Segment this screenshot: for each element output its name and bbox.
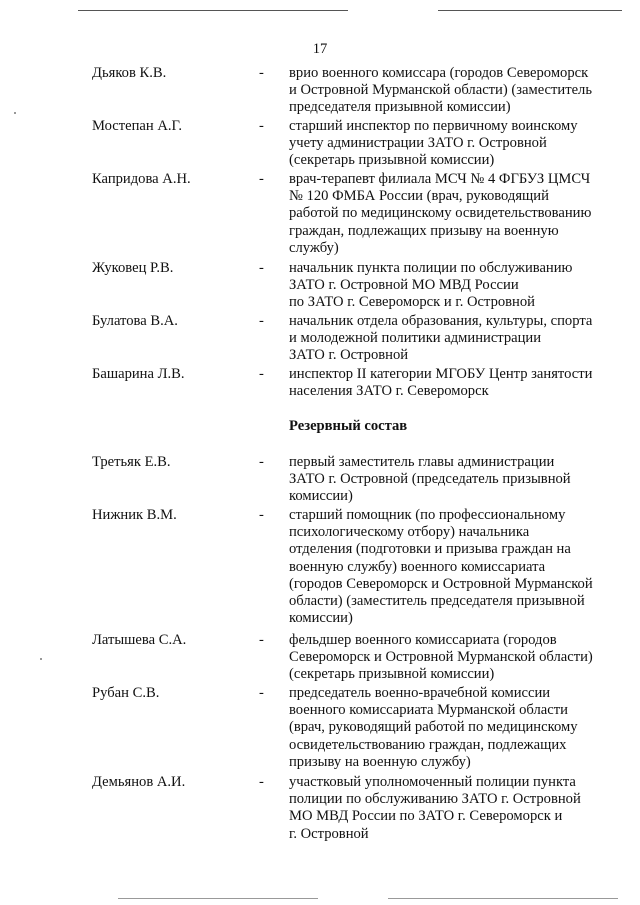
member-role: врио военного комиссара (городов Североморск и Островной Мурманской области) (заместитель председателя призывной комиссии) [289,65,592,116]
member-role: врач-терапевт филиала МСЧ № 4 ФГБУЗ ЦМСЧ № 120 ФМБА России (врач, руководящий работой по медицинскому освидетельствованию граждан, подлежащих призыву на военную службу) [289,171,592,256]
member-name: Третьяк Е.В. [92,454,171,470]
member-dash: - [259,313,264,329]
member-dash: - [259,507,264,523]
member-role: инспектор II категории МГОБУ Центр занятости населения ЗАТО г. Североморск [289,366,593,400]
member-role: начальник пункта полиции по обслуживанию ЗАТО г. Островной МО МВД России по ЗАТО г. Североморск и г. Островной [289,260,573,311]
member-role: председатель военно-врачебной комиссии военного комиссариата Мурманской области (врач, руководящий работой по медицинскому освидетельствованию граждан, подлежащих призыву на военную службу) [289,685,578,770]
member-dash: - [259,260,264,276]
scan-speck [14,112,16,114]
reserve-section-title: Резервный состав [289,418,408,434]
member-dash: - [259,118,264,134]
scan-speck [40,658,42,660]
member-name: Булатова В.А. [92,313,178,329]
member-name: Мостепан А.Г. [92,118,182,134]
bottom-scan-line-left [118,898,318,899]
member-dash: - [259,632,264,648]
member-role: старший инспектор по первичному воинскому учету администрации ЗАТО г. Островной (секретарь призывной комиссии) [289,118,578,169]
member-name: Жуковец Р.В. [92,260,174,276]
member-name: Латышева С.А. [92,632,187,648]
member-name: Капридова А.Н. [92,171,191,187]
member-dash: - [259,454,264,470]
member-role: участковый уполномоченный полиции пункта полиции по обслуживанию ЗАТО г. Островной МО МВД России по ЗАТО г. Североморск и г. Островной [289,774,581,842]
member-role: фельдшер военного комиссариата (городов Североморск и Островной Мурманской области) (секретарь призывной комиссии) [289,632,593,683]
top-scan-line-right [438,10,622,11]
member-role: старший помощник (по профессиональному психологическому отбору) начальника отделения (подготовки и призыва граждан на военную службу) военного комиссариата (городов Североморск и Островной Мурманской области) (заместитель председателя призывной комиссии) [289,507,593,627]
member-name: Нижник В.М. [92,507,177,523]
member-name: Дьяков К.В. [92,65,167,81]
bottom-scan-line-right [388,898,618,899]
member-name: Башарина Л.В. [92,366,185,382]
member-dash: - [259,685,264,701]
member-name: Рубан С.В. [92,685,160,701]
member-role: первый заместитель главы администрации ЗАТО г. Островной (председатель призывной комиссии) [289,454,571,505]
page-number: 17 [312,41,328,57]
member-dash: - [259,65,264,81]
member-role: начальник отдела образования, культуры, спорта и молодежной политики администрации ЗАТО г. Островной [289,313,593,364]
top-scan-line-left [78,10,348,11]
member-dash: - [259,366,264,382]
member-dash: - [259,774,264,790]
member-dash: - [259,171,264,187]
member-name: Демьянов А.И. [92,774,186,790]
